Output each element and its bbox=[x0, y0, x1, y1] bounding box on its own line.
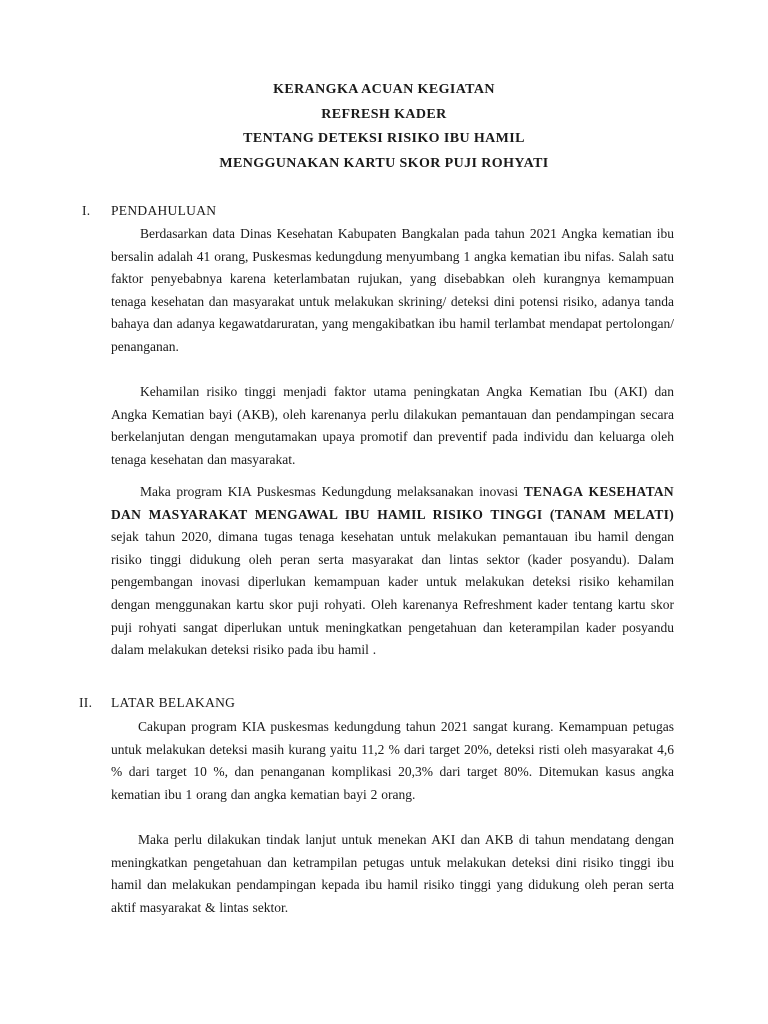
paragraph-tanam-melati bbox=[111, 481, 674, 662]
section-number: I. bbox=[82, 203, 91, 218]
paragraph: Cakupan program KIA puskesmas kedungdung tahun 2021 sangat kurang. Kemampuan petugas untuk melakukan deteksi masih kurang yaitu 11,2 % dari target 20%, deteksi risti oleh masyarakat 4,6 % dari target 10 %, dan penanganan komplikasi 20,3% dari target 80%. Ditemukan kasus angka kematian ibu 1 orang dan angka kematian bayi 2 orang. bbox=[111, 719, 674, 802]
paragraph: Kehamilan risiko tinggi menjadi faktor utama peningkatan Angka Kematian Ibu (AKI) dan Angka Kematian bayi (AKB), oleh karenanya perlu dilakukan pemantauan dan pendampingan secara berkelanjutan dengan mengutamakan upaya promotif dan preventif pada individu dan keluarga oleh tenaga kesehatan dan masyarakat. bbox=[111, 384, 674, 467]
title-line-2: REFRESH KADER bbox=[321, 106, 447, 122]
paragraph-text: Maka program KIA Puskesmas Kedungdung melaksanakan inovasi bbox=[140, 484, 524, 499]
title-line-4: MENGGUNAKAN KARTU SKOR PUJI ROHYATI bbox=[219, 155, 549, 171]
section-heading-latar-belakang bbox=[79, 692, 379, 714]
section-heading-pendahuluan bbox=[82, 200, 382, 222]
paragraph: Maka perlu dilakukan tindak lanjut untuk menekan AKI dan AKB di tahun mendatang dengan meningkatkan pengetahuan dan ketrampilan petugas untuk melakukan deteksi dini risiko tinggi ibu hamil dan melakukan pendampingan kepada ibu hamil risiko tinggi yang didukung oleh peran serta aktif masyarakat & lintas sektor. bbox=[111, 832, 674, 915]
program-name: TENAGA KESEHATAN DAN MASYARAKAT MENGAWAL IBU HAMIL RISIKO TINGGI (TANAM MELATI) bbox=[111, 484, 674, 522]
section-title: LATAR BELAKANG bbox=[111, 695, 236, 710]
paragraph: Berdasarkan data Dinas Kesehatan Kabupaten Bangkalan pada tahun 2021 Angka kematian ibu bersalin adalah 41 orang, Puskesmas kedungdung menyumbang 1 angka kematian ibu nifas. Salah satu faktor penyebabnya karena keterlambatan rujukan, yang disebabkan oleh kurangnya kemampuan tenaga kesehatan dan masyarakat untuk melakukan skrining/ deteksi dini potensi risiko, adanya tanda bahaya dan adanya kegawatdaruratan, yang mengakibatkan ibu hamil terlambat mendapat pertolongan/ penanganan. bbox=[111, 226, 674, 354]
section-number: II. bbox=[79, 695, 93, 710]
paragraph-text: sejak tahun 2020, dimana tugas tenaga kesehatan untuk melakukan pemantauan ibu hamil dengan risiko tinggi didukung oleh peran serta masyarakat dan lintas sektor (kader posyandu). Dalam pengembangan inovasi diperlukan kemampuan kader untuk melakukan deteksi risiko kehamilan dengan menggunakan kartu skor puji rohyati. Oleh karenanya Refreshment kader tentang kartu skor puji rohyati sangat diperlukan untuk meningkatkan pengetahuan dan keterampilan kader posyandu dalam melakukan deteksi risiko pada ibu hamil . bbox=[111, 529, 674, 658]
document-title bbox=[0, 78, 768, 176]
section-title: PENDAHULUAN bbox=[111, 203, 217, 218]
title-line-3: TENTANG DETEKSI RISIKO IBU HAMIL bbox=[243, 131, 525, 146]
title-line-1: KERANGKA ACUAN KEGIATAN bbox=[273, 82, 495, 97]
